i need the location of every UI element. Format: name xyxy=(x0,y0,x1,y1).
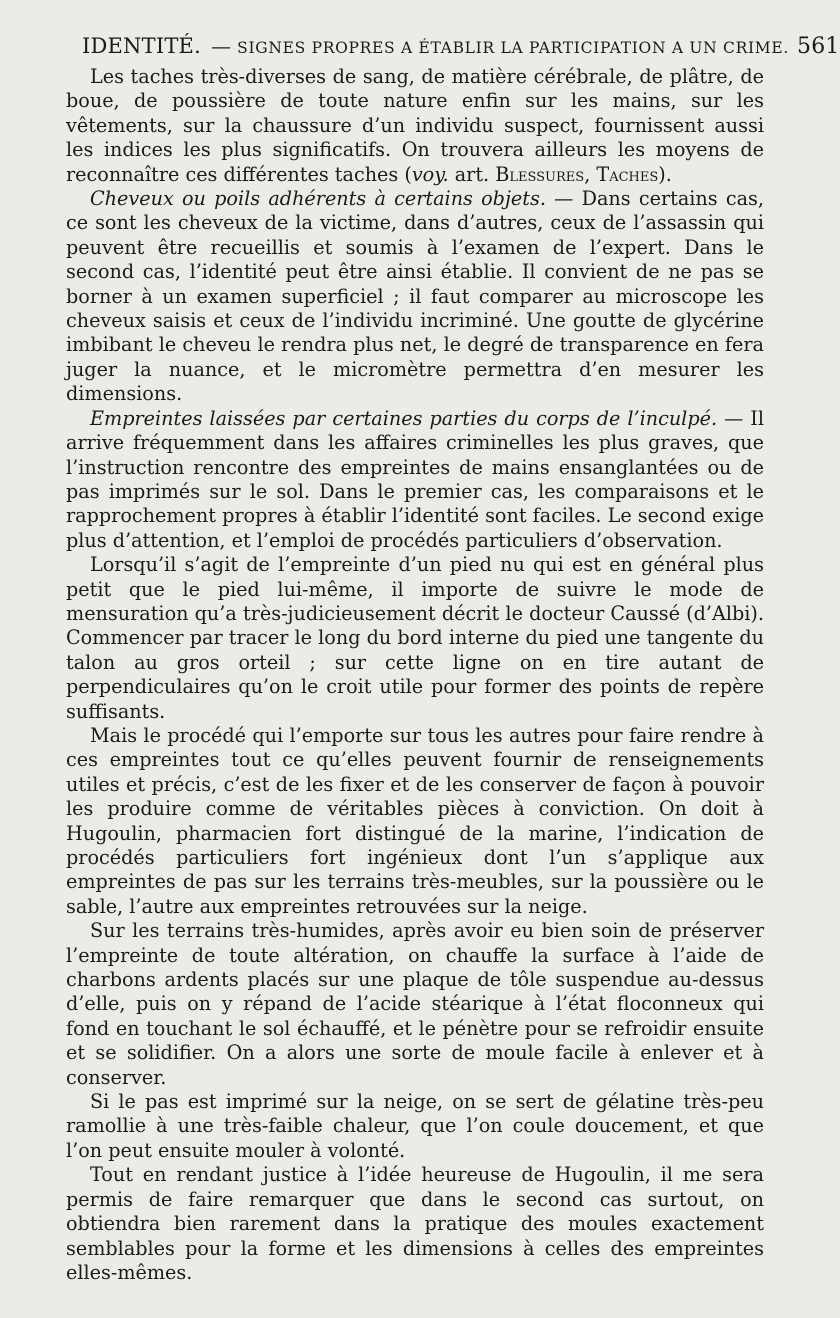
ref-separator: , xyxy=(584,162,597,186)
paragraph-1 xyxy=(66,65,764,187)
running-header xyxy=(66,34,840,59)
paragraph-text: Sur les terrains très-humides, après avoir eu bien soin de préserver l’empreinte de toute altération, on chauffe la surface à l’aide de charbons ardents placés sur une plaque de tôle suspendue au-dessus d’elle, puis on y répand de l’acide stéarique à l’état floconneux qui fond en touchant le sol échauffé, et le pénètre pour se refroidir ensuite et se solidifier. On a alors une sorte de moule facile à enlever et à conserver. xyxy=(66,919,764,1089)
section-lead-cheveux: Cheveux ou poils adhérents à certains objets. xyxy=(90,187,546,211)
paragraph-text: Les taches très-diverses de sang, de matière cérébrale, de plâtre, de boue, de poussière de toute nature enfin sur les mains, sur les vêtements, sur la chaussure d’un individu suspect, fournissent aussi les indices les plus significatifs. On trouvera ailleurs les moyens de reconnaître ces différentes taches ( xyxy=(66,65,764,186)
cross-reference-taches: Taches xyxy=(596,162,659,186)
cross-reference-blessures: Blessures xyxy=(495,162,585,186)
paragraph-4 xyxy=(66,553,764,724)
paragraph-text: — Il arrive fréquemment dans les affaires criminelles les plus graves, que l’instruction rencontre des empreintes de mains ensanglantées ou de pas imprimés sur le sol. Dans le premier cas, les comparaisons et le rapprochement propres à établir l’identité sont faciles. Le second exige plus d’attention, et l’emploi de procédés particuliers d’observation. xyxy=(66,406,765,552)
paragraph-text: Tout en rendant justice à l’idée heureuse de Hugoulin, il me sera permis de faire remarquer que dans le second cas surtout, on obtiendra bien rarement dans la pratique des moules exactement semblables pour la forme et les dimensions à celles des empreintes elles-mêmes. xyxy=(66,1163,764,1284)
section-lead-empreintes: Empreintes laissées par certaines parties du corps de l’inculpé. xyxy=(90,406,718,430)
paragraph-5 xyxy=(66,724,764,919)
header-dash: — xyxy=(210,34,232,58)
paragraph-8 xyxy=(66,1163,764,1285)
voy-abbrev: voy. xyxy=(411,162,449,186)
paragraph-tail: ). xyxy=(658,162,672,186)
header-title: IDENTITÉ. xyxy=(82,34,201,58)
paragraph-text: Si le pas est imprimé sur la neige, on se sert de gélatine très-peu ramollie à une très-faible chaleur, que l’on coule doucement, et que l’on peut ensuite mouler à volonté. xyxy=(66,1090,764,1162)
page-body xyxy=(66,65,764,1285)
paragraph-text: — Dans certains cas, ce sont les cheveux de la victime, dans d’autres, ceux de l’assassin qui peuvent être recueillis et soumis à l’examen de l’expert. Dans le second cas, l’identité peut être ainsi établie. Il convient de ne pas se borner à un examen superficiel ; il faut comparer au microscope les cheveux saisis et ceux de l’individu incriminé. Une goutte de glycérine imbibant le cheveu le rendra plus net, le degré de transparence en fera juger la nuance, et le micromètre permettra d’en mesurer les dimensions. xyxy=(66,187,764,406)
page-number: 561 xyxy=(797,34,840,59)
art-abbrev: art. xyxy=(448,162,496,186)
paragraph-text: Lorsqu’il s’agit de l’empreinte d’un pied nu qui est en général plus petit que le pied lui-même, il importe de suivre le mode de mensuration qu’a très-judicieusement décrit le docteur Caussé (d’Albi). Commencer par tracer le long du bord interne du pied une tangente du talon au gros orteil ; sur cette ligne on en tire autant de perpendiculaires qu’on le croit utile pour former des points de repère suffisants. xyxy=(66,553,764,723)
paragraph-6 xyxy=(66,919,764,1090)
header-subtitle: SIGNES PROPRES A ÉTABLIR LA PARTICIPATION A UN CRIME. xyxy=(237,39,789,57)
paragraph-2 xyxy=(66,187,764,407)
paragraph-3 xyxy=(66,407,764,553)
paragraph-7 xyxy=(66,1090,764,1163)
paragraph-text: Mais le procédé qui l’emporte sur tous les autres pour faire rendre à ces empreintes tout ce qu’elles peuvent fournir de renseignements utiles et précis, c’est de les fixer et de les conserver de façon à pouvoir les produire comme de véritables pièces à conviction. On doit à Hugoulin, pharmacien fort distingué de la marine, l’indication de procédés particuliers fort ingénieux dont l’un s’applique aux empreintes de pas sur les terrains très-meubles, sur la poussière ou le sable, l’autre aux empreintes retrouvées sur la neige. xyxy=(66,723,764,918)
